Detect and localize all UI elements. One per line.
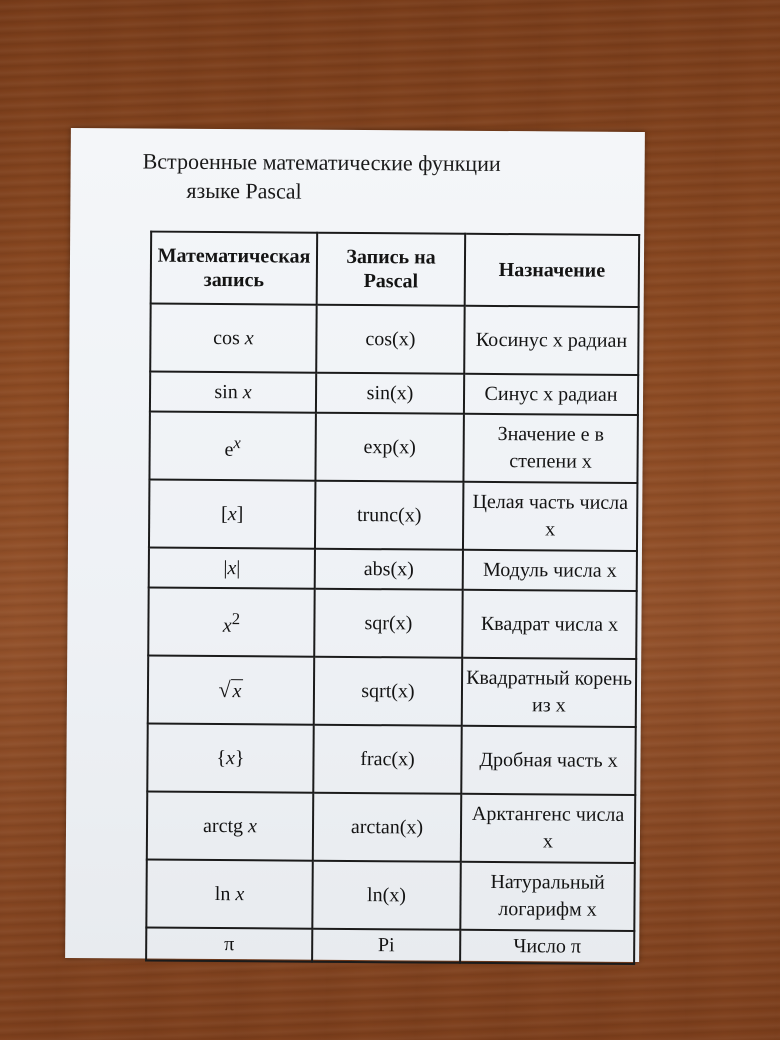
math-var: x xyxy=(248,814,258,837)
math-cell xyxy=(150,372,316,413)
math-var: x xyxy=(244,326,254,349)
math-fn: cos xyxy=(213,326,240,349)
math-open: { xyxy=(216,746,227,769)
table-row xyxy=(146,928,634,964)
purpose-cell: Дробная часть x xyxy=(461,726,635,795)
header-math-notation: Математическая запись xyxy=(151,232,317,305)
math-fn: π xyxy=(224,933,235,956)
paper-sheet xyxy=(65,128,645,962)
math-open: | xyxy=(223,556,228,579)
header-purpose: Назначение xyxy=(465,234,639,307)
math-sup: 2 xyxy=(231,608,241,628)
math-cell xyxy=(150,304,316,373)
math-var: x xyxy=(227,556,237,579)
pascal-cell: exp(x) xyxy=(315,413,463,482)
math-open: [ xyxy=(221,502,228,525)
purpose-cell: Целая часть числа x xyxy=(463,482,637,551)
table-row xyxy=(146,860,634,931)
math-base: x xyxy=(222,614,232,637)
purpose-cell: Натуральный логарифм x xyxy=(460,862,634,931)
math-fn: sin xyxy=(214,380,238,403)
purpose-cell: Косинус x радиан xyxy=(464,306,638,375)
math-cell xyxy=(146,928,312,962)
math-cell xyxy=(147,792,313,861)
purpose-cell: Квадрат числа x xyxy=(462,590,636,659)
math-var: x xyxy=(242,380,252,403)
math-fn: arctg xyxy=(203,814,244,837)
math-close: | xyxy=(236,556,241,579)
table-row xyxy=(148,656,636,727)
purpose-cell: Квадратный корень из x xyxy=(462,658,636,727)
math-cell xyxy=(146,860,312,929)
title-line-2: языке Pascal xyxy=(186,177,302,204)
purpose-cell: Значение e в степени x xyxy=(463,414,637,483)
pascal-cell: sqrt(x) xyxy=(314,657,462,726)
math-base: e xyxy=(224,438,234,461)
pascal-cell: frac(x) xyxy=(313,725,461,794)
table-row xyxy=(150,372,638,415)
table-row xyxy=(147,792,635,863)
math-cell xyxy=(148,656,314,725)
pascal-cell: abs(x) xyxy=(315,549,463,590)
table-row xyxy=(149,412,637,483)
math-close: } xyxy=(234,746,245,769)
pascal-cell: trunc(x) xyxy=(315,481,463,550)
purpose-cell: Число π xyxy=(460,930,634,964)
table-row xyxy=(147,724,635,795)
table-row xyxy=(149,480,637,551)
purpose-cell: Синус x радиан xyxy=(464,374,638,415)
math-cell xyxy=(149,412,315,481)
math-fn: ln xyxy=(214,882,231,905)
header-pascal-notation: Запись на Pascal xyxy=(317,233,465,306)
pascal-cell: arctan(x) xyxy=(313,793,461,862)
math-sup: x xyxy=(233,432,241,452)
pascal-cell: ln(x) xyxy=(312,861,460,930)
pascal-cell: cos(x) xyxy=(316,305,464,374)
table-header-row xyxy=(151,232,639,307)
math-var: x xyxy=(235,882,245,905)
math-cell xyxy=(147,724,313,793)
math-cell xyxy=(148,588,314,657)
math-close: ] xyxy=(236,502,244,525)
math-cell xyxy=(149,480,315,549)
functions-table xyxy=(145,231,640,965)
math-cell xyxy=(149,548,315,589)
document-title xyxy=(142,147,612,208)
table-row xyxy=(150,304,638,375)
sqrt-radical: √ xyxy=(218,676,231,702)
purpose-cell: Арктангенс числа x xyxy=(461,794,635,863)
math-var: x xyxy=(225,746,236,769)
purpose-cell: Модуль числа x xyxy=(463,550,637,591)
pascal-cell: Pi xyxy=(312,929,460,963)
title-line-1: Встроенные математические функции xyxy=(142,148,501,177)
math-var: x xyxy=(230,679,243,702)
math-var: x xyxy=(227,502,237,525)
pascal-cell: sin(x) xyxy=(316,373,464,414)
table-row xyxy=(148,588,636,659)
pascal-cell: sqr(x) xyxy=(314,589,462,658)
table-row xyxy=(149,548,637,591)
